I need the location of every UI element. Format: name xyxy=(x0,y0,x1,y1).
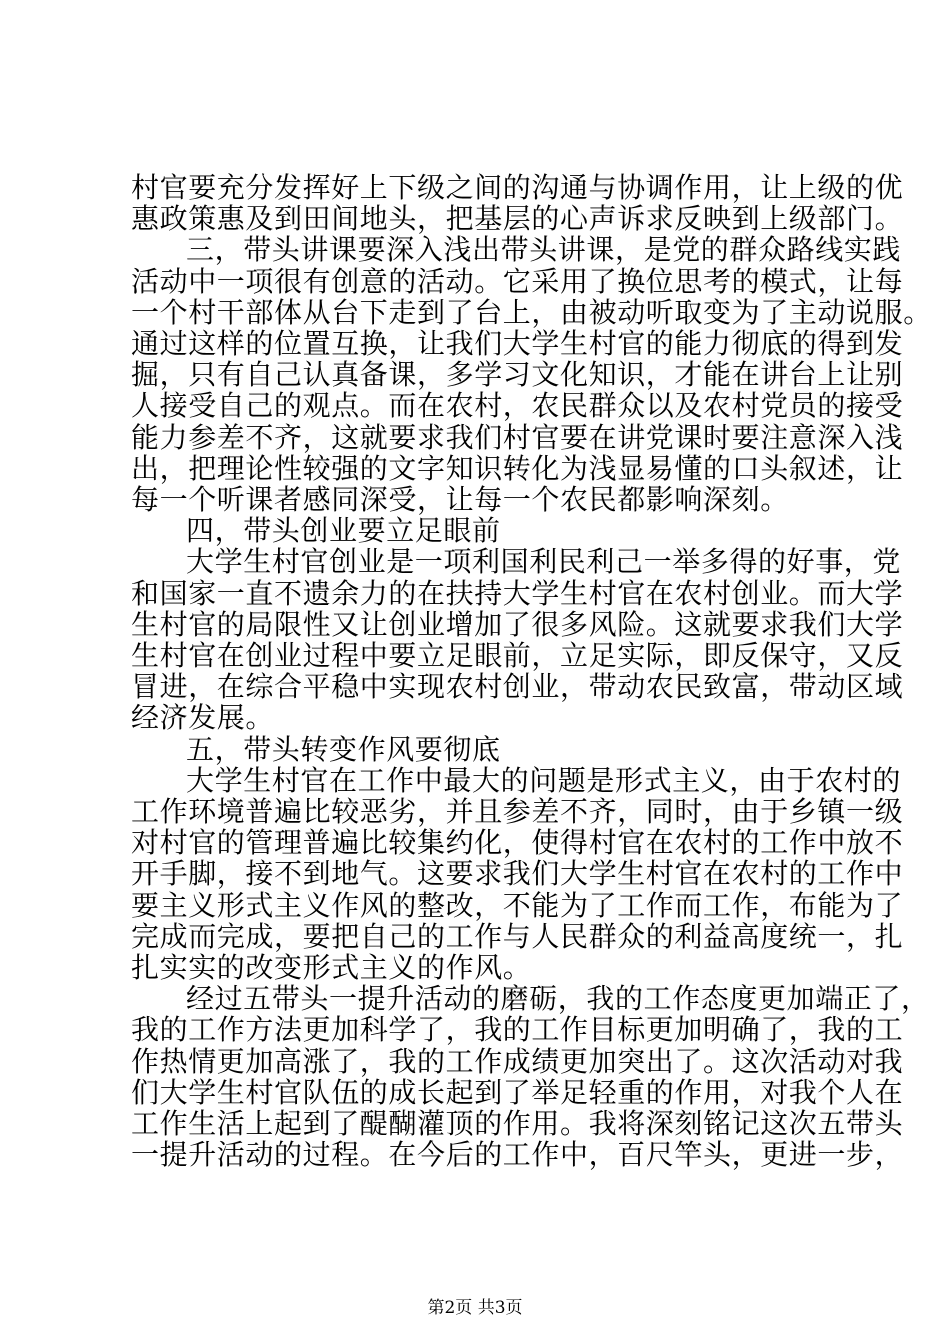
text-line: 冒进，在综合平稳中实现农村创业，带动农民致富，带动区域 xyxy=(131,670,904,704)
text-line: 和国家一直不遗余力的在扶持大学生村官在农村创业。而大学 xyxy=(131,576,904,610)
text-line: 要主义形式主义作风的整改，不能为了工作而工作，布能为了 xyxy=(131,888,904,922)
section-heading: 五，带头转变作风要彻底 xyxy=(186,732,501,766)
text-line: 人接受自己的观点。而在农村，农民群众以及农村党员的接受 xyxy=(131,389,904,423)
text-line: 扎实实的改变形式主义的作风。 xyxy=(131,951,532,984)
text-line: 一个村干部体从台下走到了台上，由被动听取变为了主动说服。 xyxy=(131,295,932,329)
text-line: 生村官的局限性又让创业增加了很多风险。这就要求我们大学 xyxy=(131,607,904,641)
text-line: 掘，只有自己认真备课，多学习文化知识，才能在讲台上让别 xyxy=(131,358,904,392)
text-line: 完成而完成，要把自己的工作与人民群众的利益高度统一，扎 xyxy=(131,919,904,953)
text-line: 惠政策惠及到田间地头，把基层的心声诉求反映到上级部门。 xyxy=(131,202,904,236)
text-line: 对村官的管理普遍比较集约化，使得村官在农村的工作中放不 xyxy=(131,826,904,860)
text-line: 工作生活上起到了醍醐灌顶的作用。我将深刻铭记这次五带头 xyxy=(131,1107,904,1140)
text-line: 大学生村官创业是一项利国利民利己一举多得的好事，党 xyxy=(186,545,902,579)
text-line: 活动中一项很有创意的活动。它采用了换位思考的模式，让每 xyxy=(131,264,904,298)
text-line: 工作环境普遍比较恶劣，并且参差不齐，同时，由于乡镇一级 xyxy=(131,795,904,828)
text-line: 经济发展。 xyxy=(131,701,275,735)
text-line: 们大学生村官队伍的成长起到了举足轻重的作用，对我个人在 xyxy=(131,1075,904,1109)
text-line: 村官要充分发挥好上下级之间的沟通与协调作用，让上级的优 xyxy=(131,171,904,204)
section-heading: 四，带头创业要立足眼前 xyxy=(186,514,501,548)
text-line: 生村官在创业过程中要立足眼前，立足实际，即反保守，又反 xyxy=(131,639,904,672)
text-line: 经过五带头一提升活动的磨砺，我的工作态度更加端正了， xyxy=(186,982,930,1016)
text-line: 作热情更加高涨了，我的工作成绩更加突出了。这次活动对我 xyxy=(131,1044,904,1078)
text-line: 出，把理论性较强的文字知识转化为浅显易懂的口头叙述，让 xyxy=(131,451,904,485)
text-line: 三，带头讲课要深入浅出带头讲课，是党的群众路线实践 xyxy=(186,233,902,267)
text-line: 能力参差不齐，这就要求我们村官要在讲党课时要注意深入浅 xyxy=(131,420,904,454)
text-line: 通过这样的位置互换，让我们大学生村官的能力彻底的得到发 xyxy=(131,327,904,360)
text-line: 一提升活动的过程。在今后的工作中，百尺竿头，更进一步， xyxy=(131,1138,904,1172)
text-line: 每一个听课者感同深受，让每一个农民都影响深刻。 xyxy=(131,483,789,516)
page-footer: 第2页 共3页 xyxy=(427,1298,523,1318)
text-line: 开手脚，接不到地气。这要求我们大学生村官在农村的工作中 xyxy=(131,857,904,891)
text-line: 大学生村官在工作中最大的问题是形式主义，由于农村的 xyxy=(186,763,902,797)
text-line: 我的工作方法更加科学了，我的工作目标更加明确了，我的工 xyxy=(131,1013,904,1047)
